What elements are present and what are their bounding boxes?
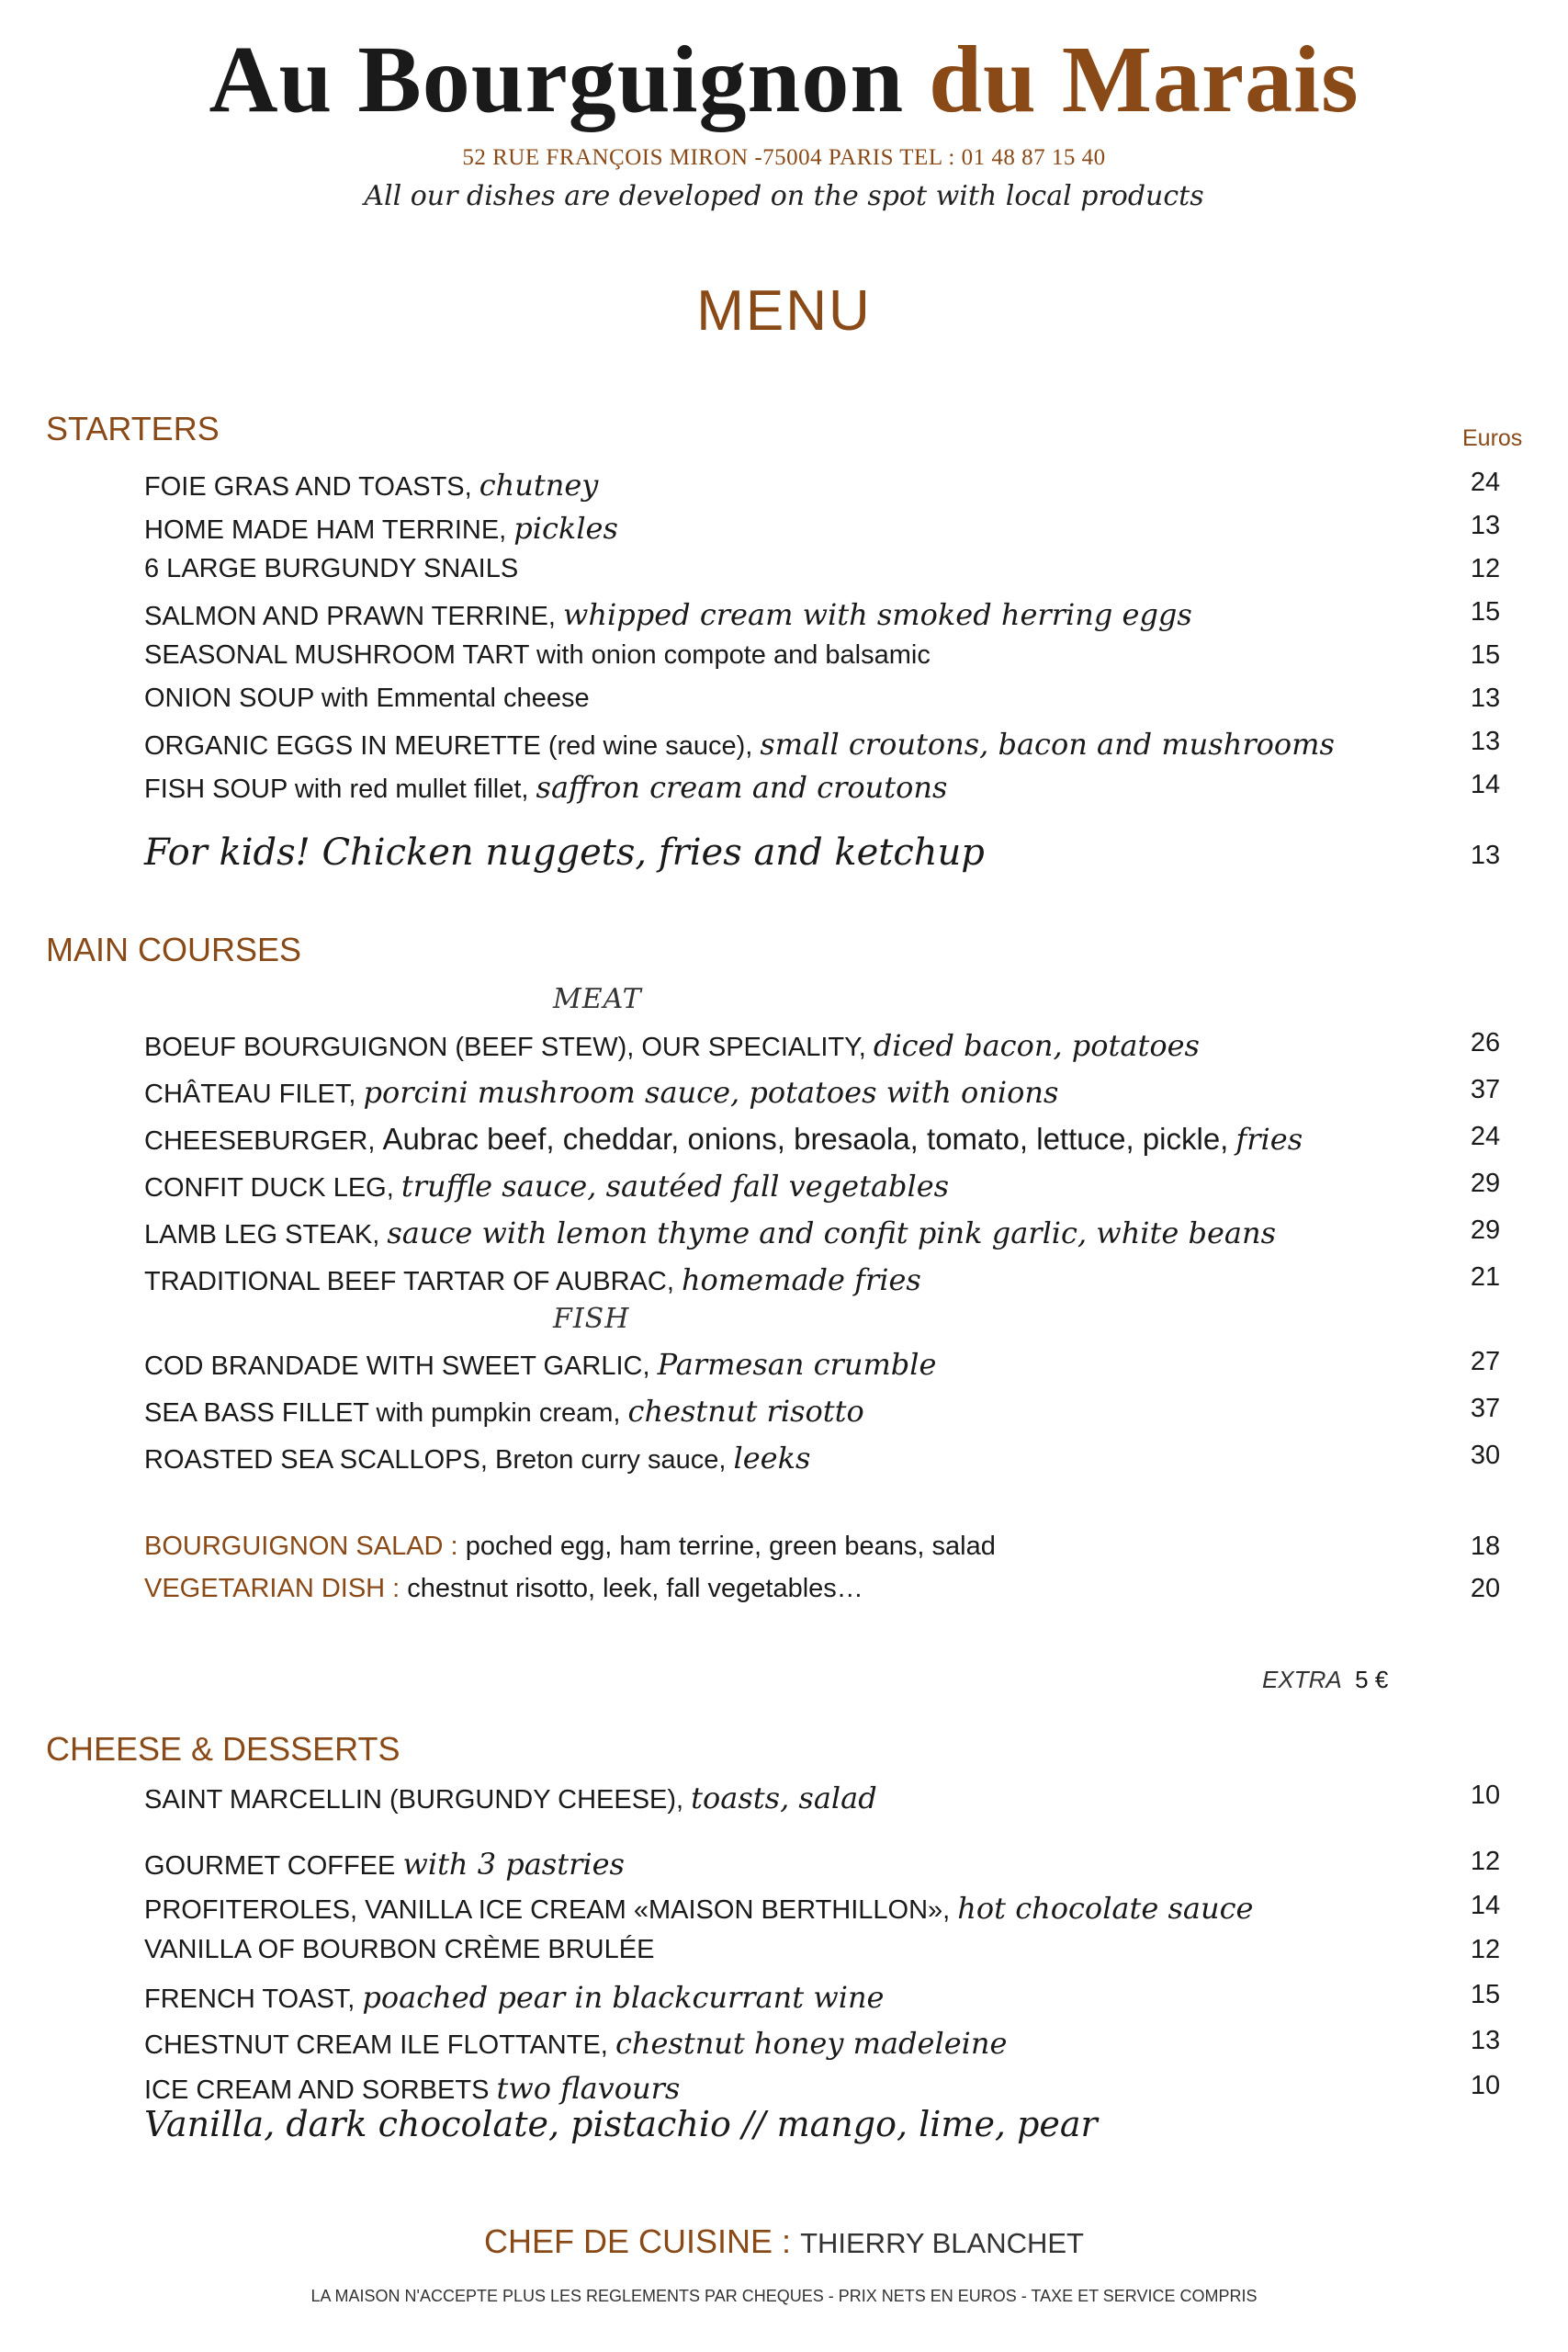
item-name: ROASTED SEA SCALLOPS, Breton curry sauce, [144,1445,727,1475]
starter-item [144,770,947,805]
item-desc: Aubrac beef, cheddar, onions, bresaola, tomato, lettuce, pickle, [382,1122,1229,1156]
item-price: 24 [1470,468,1501,497]
item-name: PROFITEROLES, VANILLA ICE CREAM «MAISON BERTHILLON», [144,1895,951,1925]
item-name: SEASONAL MUSHROOM TART with onion compote and balsamic [144,640,931,670]
fish-item [144,1347,936,1382]
special-label: BOURGUIGNON SALAD : [144,1532,458,1561]
item-name: SAINT MARCELLIN (BURGUNDY CHEESE), [144,1785,684,1815]
chef-line [0,2222,1568,2261]
item-name: ICE CREAM AND SORBETS [144,2075,490,2105]
dessert-item [144,1891,1253,1926]
item-desc: sauce with lemon thyme and confit pink garlic, white beans [387,1216,1277,1250]
title-part-2: du Marais [929,27,1359,132]
dessert-item [144,1781,877,1815]
starter-item [144,511,618,546]
meat-item [144,1028,1200,1063]
starter-item [144,468,598,503]
item-name: COD BRANDADE WITH SWEET GARLIC, [144,1351,650,1381]
dessert-item [144,2071,680,2106]
item-name: CONFIT DUCK LEG, [144,1173,394,1203]
dessert-item [144,1935,654,1965]
kids-menu: For kids! Chicken nuggets, fries and ketchup [144,831,985,874]
item-name: FOIE GRAS AND TOASTS, [144,472,472,502]
item-price: 12 [1470,1847,1501,1876]
starter-item [144,640,931,671]
meat-item [144,1262,921,1297]
fish-subheading: FISH [553,1303,630,1335]
item-name: BOEUF BOURGUIGNON (BEEF STEW), OUR SPECIALITY, [144,1033,866,1062]
item-price: 27 [1470,1347,1501,1376]
restaurant-title [0,27,1568,132]
item-desc: toasts, salad [691,1781,877,1815]
starter-item [144,597,1192,632]
item-name: ONION SOUP with Emmental cheese [144,684,590,713]
fish-item [144,1394,864,1429]
fish-item [144,1441,810,1476]
item-price: 37 [1470,1394,1501,1423]
extra-price: 5 € [1355,1666,1389,1693]
address-line: 52 RUE FRANÇOIS MIRON -75004 PARIS TEL : 01 48 87 15 40 [462,145,1106,170]
starter-item [144,684,590,714]
item-name: ORGANIC EGGS IN MEURETTE (red wine sauce), [144,731,753,761]
item-price: 13 [1470,2026,1501,2055]
currency-label: Euros [1462,425,1523,451]
item-price: 26 [1470,1028,1501,1057]
starters-heading: STARTERS [46,410,220,447]
tagline: All our dishes are developed on the spot with local products [364,180,1204,212]
meat-item [144,1075,1058,1110]
item-desc: Parmesan crumble [657,1347,937,1382]
item-price: 15 [1470,1980,1501,2009]
dessert-item [144,1980,884,2015]
item-price: 12 [1470,1935,1501,1964]
item-name: LAMB LEG STEAK, [144,1220,380,1250]
item-name: SALMON AND PRAWN TERRINE, [144,602,556,631]
cheese-desserts-heading: CHEESE & DESSERTS [46,1730,400,1768]
item-name: FRENCH TOAST, [144,1984,355,2014]
meat-item [144,1169,949,1204]
item-name: SEA BASS FILLET with pumpkin cream, [144,1398,621,1428]
item-price: 13 [1470,511,1501,540]
item-price: 12 [1470,554,1501,583]
item-name: VANILLA OF BOURBON CRÈME BRULÉE [144,1935,655,1964]
item-desc: small croutons, bacon and mushrooms [760,727,1335,762]
menu-heading: MENU [696,279,872,343]
chef-label: CHEF DE CUISINE : [484,2222,792,2260]
meat-item [144,1122,1303,1157]
item-name: TRADITIONAL BEEF TARTAR OF AUBRAC, [144,1267,674,1296]
chef-name: THIERRY BLANCHET [800,2227,1084,2259]
meat-subheading: MEAT [553,983,642,1015]
item-price: 13 [1470,684,1501,713]
kids-price: 13 [1470,841,1501,870]
item-price: 30 [1470,1441,1501,1470]
special-dish [144,1532,996,1562]
item-desc: two flavours [496,2071,681,2106]
item-desc: leeks [733,1441,811,1476]
item-price: 18 [1470,1532,1501,1561]
dessert-item [144,1847,625,1882]
item-price: 29 [1470,1169,1501,1198]
item-desc: poached pear in blackcurrant wine [362,1980,885,2015]
item-name: 6 LARGE BURGUNDY SNAILS [144,554,519,583]
starter-item [144,727,1335,762]
item-price: 21 [1470,1262,1501,1292]
extra-label: EXTRA [1262,1666,1342,1693]
meat-item [144,1216,1276,1250]
item-price: 10 [1470,1781,1501,1810]
item-desc-2: fries [1235,1122,1303,1157]
item-price: 10 [1470,2071,1501,2100]
item-desc: truffle sauce, sautéed fall vegetables [400,1169,950,1204]
dessert-item [144,2026,1007,2061]
item-desc: pickles [513,511,618,546]
item-name: CHÂTEAU FILET, [144,1080,356,1109]
starter-item [144,554,518,584]
item-desc: hot chocolate sauce [957,1891,1254,1926]
item-price: 15 [1470,597,1501,627]
special-label: VEGETARIAN DISH : [144,1574,400,1603]
item-name: GOURMET COFFEE [144,1851,396,1881]
item-price: 14 [1470,770,1501,799]
item-desc: porcini mushroom sauce, potatoes with onions [363,1075,1059,1110]
item-price: 37 [1470,1075,1501,1104]
title-part-1: Au Bourguignon [209,27,905,132]
item-name: CHESTNUT CREAM ILE FLOTTANTE, [144,2030,608,2060]
item-desc: chutney [479,468,599,503]
item-price: 13 [1470,727,1501,756]
item-price: 15 [1470,640,1501,670]
item-desc: saffron cream and croutons [536,770,948,805]
item-desc: chestnut risotto [627,1394,864,1429]
special-desc: chestnut risotto, leek, fall vegetables… [407,1574,863,1603]
ice-cream-flavours: Vanilla, dark chocolate, pistachio // mango, lime, pear [144,2104,1098,2144]
item-desc: with 3 pastries [402,1847,625,1882]
special-dish [144,1574,863,1604]
item-desc: diced bacon, potatoes [873,1028,1200,1063]
item-name: CHEESEBURGER, [144,1126,376,1156]
item-name: FISH SOUP with red mullet fillet, [144,775,529,804]
item-name: HOME MADE HAM TERRINE, [144,515,507,545]
item-desc: chestnut honey madeleine [615,2026,1008,2061]
item-desc: whipped cream with smoked herring eggs [563,597,1192,632]
footer-notice: LA MAISON N'ACCEPTE PLUS LES REGLEMENTS PAR CHEQUES - PRIX NETS EN EUROS - TAXE ET SERVICE COMPRIS [310,2287,1258,2305]
special-desc: poched egg, ham terrine, green beans, salad [465,1532,996,1561]
item-price: 20 [1470,1574,1501,1603]
extra-note [1262,1666,1388,1694]
item-price: 24 [1470,1122,1501,1151]
item-price: 29 [1470,1216,1501,1245]
item-price: 14 [1470,1891,1501,1920]
main-courses-heading: MAIN COURSES [46,931,302,968]
item-desc: homemade fries [681,1262,921,1297]
